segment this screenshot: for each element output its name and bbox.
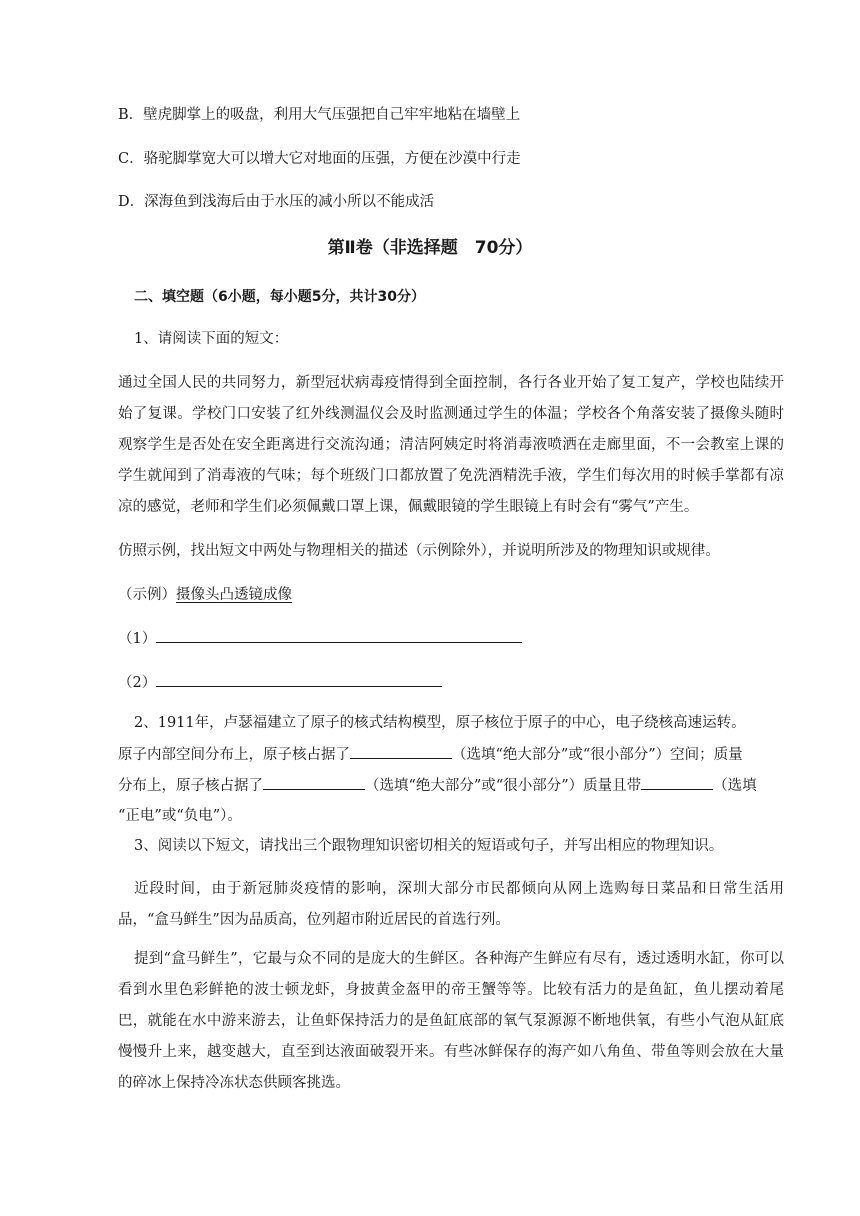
q1-intro: 1、请阅读下面的短文： [134,331,289,347]
example-text: 摄像头凸透镜成像 [176,587,292,603]
option-c: C．骆驼脚掌宽大可以增大它对地面的压强，方便在沙漠中行走 [118,151,521,167]
answer-blank-1[interactable] [156,627,522,643]
q2-text-2b: （选填“绝大部分”或“很小部分”）空间；质量 [452,747,743,763]
q1-example [118,584,292,606]
q1-blank-1 [118,627,522,650]
answer-blank-2[interactable] [156,671,442,687]
q2-text-3b: （选填“绝大部分”或“很小部分”）质量且带 [365,778,642,794]
option-b: B．壁虎脚掌上的吸盘，利用大气压强把自己牢牢地粘在墙壁上 [118,107,521,123]
blank-2-label: （2） [118,675,157,691]
q2-line-3 [118,774,757,797]
q3-intro: 3、阅读以下短文，请找出三个跟物理知识密切相关的短语或句子，并写出相应的物理知识。 [134,838,724,854]
option-d: D．深海鱼到浅海后由于水压的减小所以不能成活 [118,194,435,210]
q3-paragraph-1 [118,874,784,936]
q3-p2-text: 提到“盒马鲜生”，它最与众不同的是庞大的生鲜区。各种海产生鲜应有尽有，透过透明水缸，你可以看到水里色彩鲜艳的波士顿龙虾，身披黄金盔甲的帝王蟹等等。比较有活力的是鱼缸，鱼儿摆动着尾巴，就能在水中游来游去，让鱼虾保持活力的是鱼缸底部的氧气泵源源不断地供氧，有些小气泡从缸底慢慢升上来，越变越大，直至到达液面破裂开来。有些冰鲜保存的海产如八角鱼、带鱼等则会放在大量的碎冰上保持冷冻状态供顾客挑选。 [118,951,784,1091]
answer-blank-space[interactable] [350,743,452,759]
q2-line-1: 2、1911年，卢瑟福建立了原子的核式结构模型，原子核位于原子的中心，电子绕核高速运转。 [134,715,746,731]
section-heading: 二、填空题（6小题，每小题5分，共计30分） [134,289,425,305]
part2-title: 第Ⅱ卷（非选择题 70分） [327,238,533,258]
answer-blank-charge[interactable] [641,774,713,790]
q2-line-4: “正电”或“负电”）。 [118,808,242,824]
q1-passage-text: 通过全国人民的共同努力，新型冠状病毒疫情得到全面控制，各行各业开始了复工复产，学校也陆续开始了复课。学校门口安装了红外线测温仪会及时监测通过学生的体温；学校各个角落安装了摄像头随时观察学生是否处在安全距离进行交流沟通；清洁阿姨定时将消毒液喷洒在走廊里面，不一会教室上课的学生就闻到了消毒液的气味；每个班级门口都放置了免洗酒精洗手液，学生们每次用的时候手掌都有凉凉的感觉，老师和学生们必须佩戴口罩上课，佩戴眼镜的学生眼镜上有时会有“雾气”产生。 [118,375,784,515]
q2-text-3c: （选填 [713,778,757,794]
blank-1-label: （1） [118,631,157,647]
q1-passage [118,368,784,523]
answer-blank-mass[interactable] [263,774,365,790]
q2-line-2 [118,743,743,766]
q3-paragraph-2 [118,944,784,1099]
q2-text-3a: 分布上，原子核占据了 [118,778,263,794]
q1-task: 仿照示例，找出短文中两处与物理相关的描述（示例除外），并说明所涉及的物理知识或规律。 [118,543,720,559]
q2-text-2a: 原子内部空间分布上，原子核占据了 [118,747,350,763]
q1-blank-2 [118,671,442,694]
q3-p1-text: 近段时间，由于新冠肺炎疫情的影响，深圳大部分市民都倾向从网上选购每日菜品和日常生活用品，“盒马鲜生”因为品质高，位列超市附近居民的首选行列。 [118,881,784,928]
example-label: （示例） [118,587,176,603]
